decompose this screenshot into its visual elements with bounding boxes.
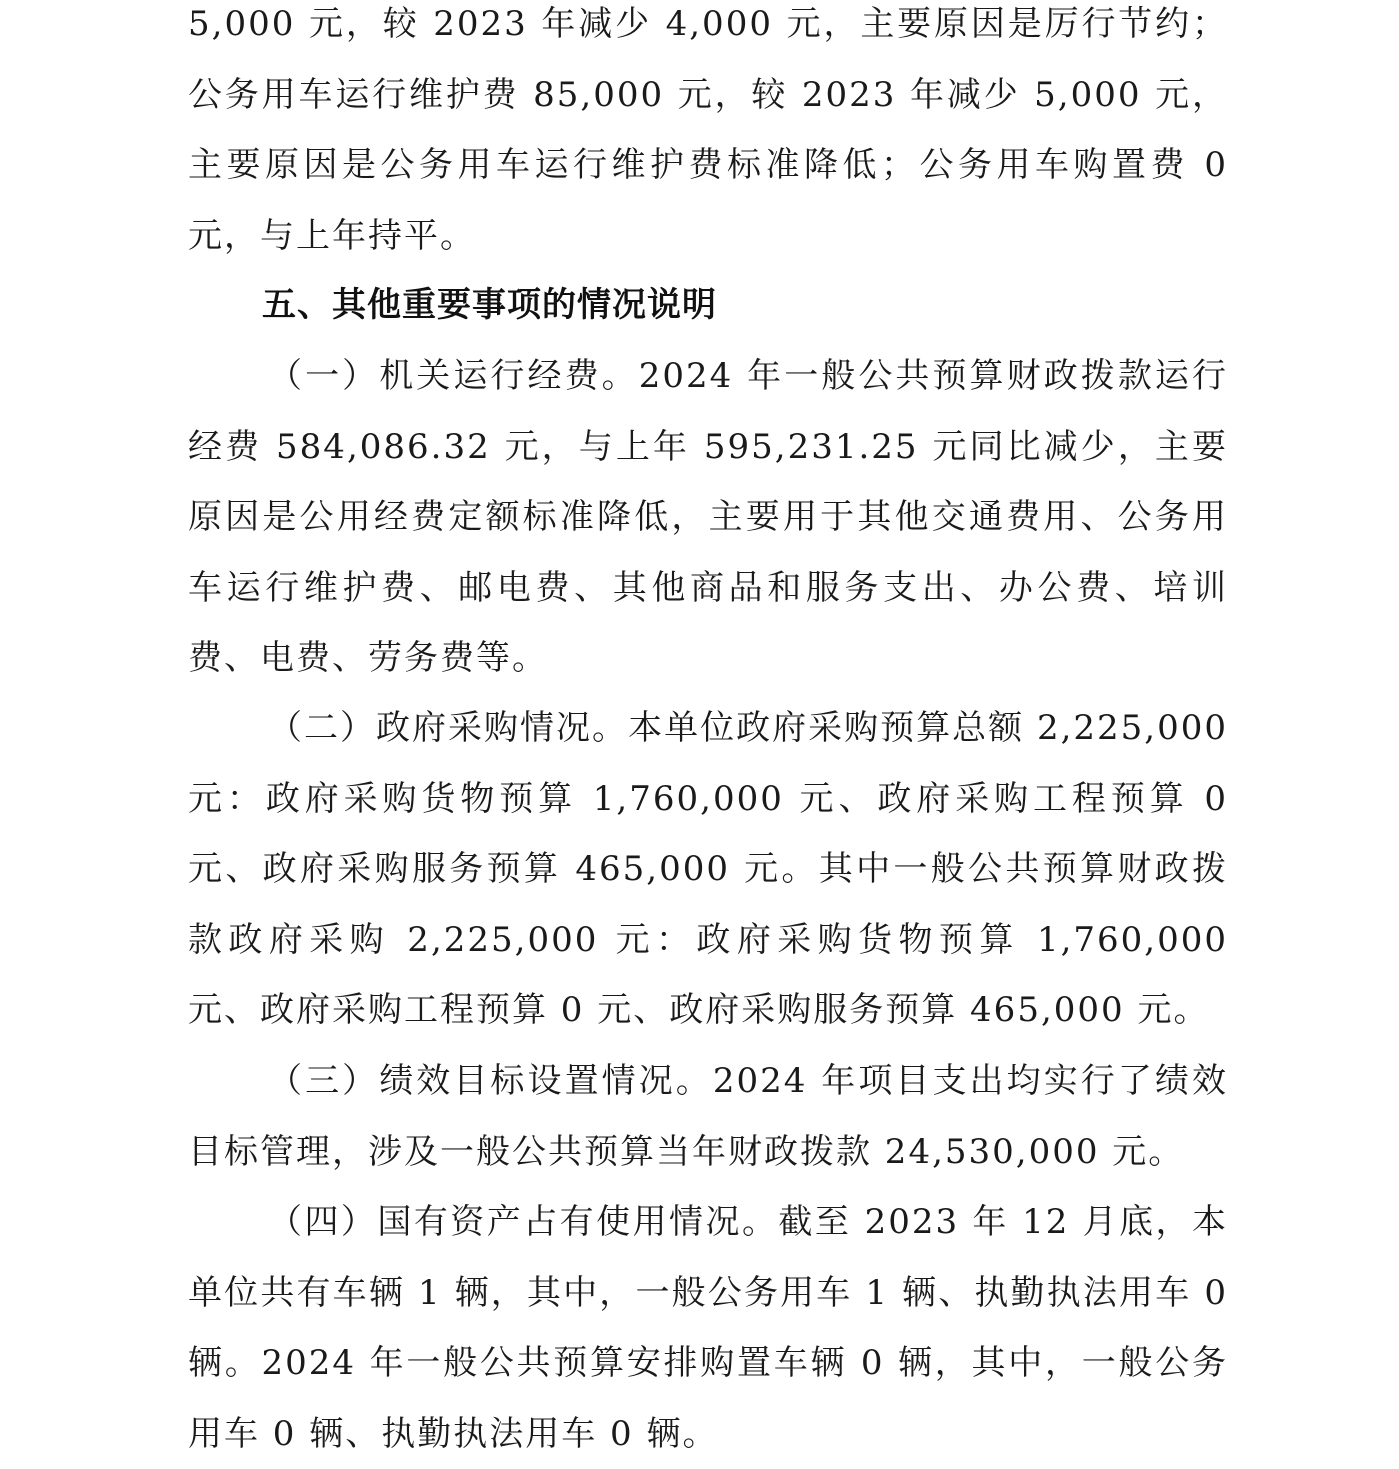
paragraph-operating-expenses: （一）机关运行经费。2024 年一般公共预算财政拨款运行经费 584,086.32 元，与上年 595,231.25 元同比减少，主要原因是公用经费定额标准降低，主要用于其他交通费用、公务用车运行维护费、邮电费、其他商品和服务支出、办公费、培训费、电费、劳务费等。 <box>188 356 1228 678</box>
paragraph-government-procurement: （二）政府采购情况。本单位政府采购预算总额 2,225,000 元：政府采购货物预算 1,760,000 元、政府采购工程预算 0 元、政府采购服务预算 465,000 元。其中一般公共预算财政拨款政府采购 2,225,000 元：政府采购货物预算 1,760,000 元、政府采购工程预算 0 元、政府采购服务预算 465,000 元。 <box>188 708 1228 1030</box>
paragraph-state-assets: （四）国有资产占有使用情况。截至 2023 年 12 月底，本单位共有车辆 1 辆，其中，一般公务用车 1 辆、执勤执法用车 0 辆。2024 年一般公共预算安排购置车辆 0 辆，其中，一般公务用车 0 辆、执勤执法用车 0 辆。 <box>188 1202 1228 1454</box>
section-heading: 五、其他重要事项的情况说明 <box>262 285 717 325</box>
paragraph-performance-goals: （三）绩效目标设置情况。2024 年项目支出均实行了绩效目标管理，涉及一般公共预算当年财政拨款 24,530,000 元。 <box>188 1061 1228 1172</box>
continued-paragraph: 5,000 元，较 2023 年减少 4,000 元，主要原因是厉行节约；公务用车运行维护费 85,000 元，较 2023 年减少 5,000 元，主要原因是公务用车运行维护费标准降低；公务用车购置费 0 元，与上年持平。 <box>188 4 1228 256</box>
